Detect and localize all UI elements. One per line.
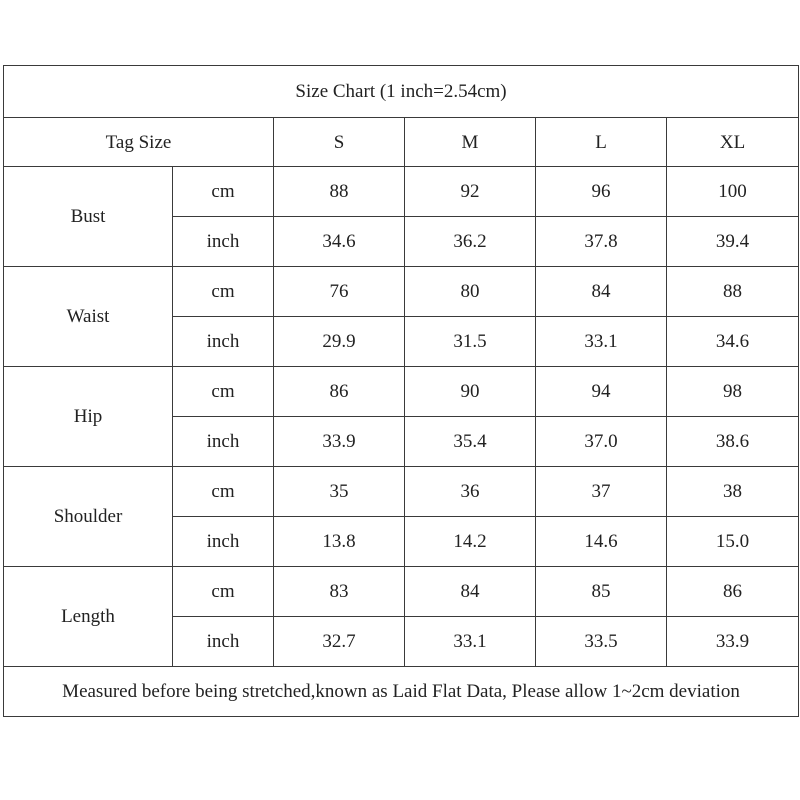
waist-inch-l: 33.1 — [536, 317, 667, 367]
header-row — [4, 118, 799, 167]
shoulder-cm-l: 37 — [536, 467, 667, 517]
unit-label-inch: inch — [173, 217, 274, 267]
unit-label-cm: cm — [173, 167, 274, 217]
length-cm-row — [4, 567, 799, 617]
unit-label-cm: cm — [173, 367, 274, 417]
hip-inch-xl: 38.6 — [667, 417, 799, 467]
length-inch-s: 32.7 — [274, 617, 405, 667]
size-header-l: L — [536, 118, 667, 167]
bust-cm-s: 88 — [274, 167, 405, 217]
length-cm-xl: 86 — [667, 567, 799, 617]
bust-cm-m: 92 — [405, 167, 536, 217]
bust-inch-m: 36.2 — [405, 217, 536, 267]
unit-label-cm: cm — [173, 567, 274, 617]
shoulder-cm-m: 36 — [405, 467, 536, 517]
waist-cm-row — [4, 267, 799, 317]
waist-inch-m: 31.5 — [405, 317, 536, 367]
measurement-name-length: Length — [4, 567, 173, 667]
shoulder-inch-m: 14.2 — [405, 517, 536, 567]
length-cm-m: 84 — [405, 567, 536, 617]
shoulder-cm-s: 35 — [274, 467, 405, 517]
length-cm-s: 83 — [274, 567, 405, 617]
size-header-s: S — [274, 118, 405, 167]
bust-inch-s: 34.6 — [274, 217, 405, 267]
unit-label-inch: inch — [173, 417, 274, 467]
size-header-m: M — [405, 118, 536, 167]
measurement-name-shoulder: Shoulder — [4, 467, 173, 567]
unit-label-cm: cm — [173, 267, 274, 317]
shoulder-inch-l: 14.6 — [536, 517, 667, 567]
hip-cm-xl: 98 — [667, 367, 799, 417]
waist-cm-xl: 88 — [667, 267, 799, 317]
footer-note: Measured before being stretched,known as Laid Flat Data, Please allow 1~2cm deviation — [4, 667, 799, 717]
length-inch-l: 33.5 — [536, 617, 667, 667]
hip-inch-m: 35.4 — [405, 417, 536, 467]
measurement-name-waist: Waist — [4, 267, 173, 367]
unit-label-inch: inch — [173, 517, 274, 567]
measurement-name-hip: Hip — [4, 367, 173, 467]
footer-row — [4, 667, 799, 717]
bust-inch-xl: 39.4 — [667, 217, 799, 267]
waist-cm-m: 80 — [405, 267, 536, 317]
hip-cm-row — [4, 367, 799, 417]
length-inch-m: 33.1 — [405, 617, 536, 667]
unit-label-cm: cm — [173, 467, 274, 517]
shoulder-cm-xl: 38 — [667, 467, 799, 517]
measurement-name-bust: Bust — [4, 167, 173, 267]
length-cm-l: 85 — [536, 567, 667, 617]
title-row — [4, 66, 799, 118]
hip-cm-l: 94 — [536, 367, 667, 417]
shoulder-cm-row — [4, 467, 799, 517]
shoulder-inch-xl: 15.0 — [667, 517, 799, 567]
shoulder-inch-s: 13.8 — [274, 517, 405, 567]
bust-cm-xl: 100 — [667, 167, 799, 217]
hip-inch-s: 33.9 — [274, 417, 405, 467]
waist-inch-xl: 34.6 — [667, 317, 799, 367]
hip-cm-m: 90 — [405, 367, 536, 417]
bust-cm-row — [4, 167, 799, 217]
size-chart-table — [3, 65, 799, 717]
chart-title: Size Chart (1 inch=2.54cm) — [4, 66, 799, 118]
unit-label-inch: inch — [173, 317, 274, 367]
hip-inch-l: 37.0 — [536, 417, 667, 467]
hip-cm-s: 86 — [274, 367, 405, 417]
waist-inch-s: 29.9 — [274, 317, 405, 367]
bust-cm-l: 96 — [536, 167, 667, 217]
waist-cm-s: 76 — [274, 267, 405, 317]
tag-size-header: Tag Size — [4, 118, 274, 167]
length-inch-xl: 33.9 — [667, 617, 799, 667]
size-chart-body — [4, 66, 799, 717]
waist-cm-l: 84 — [536, 267, 667, 317]
unit-label-inch: inch — [173, 617, 274, 667]
size-header-xl: XL — [667, 118, 799, 167]
bust-inch-l: 37.8 — [536, 217, 667, 267]
